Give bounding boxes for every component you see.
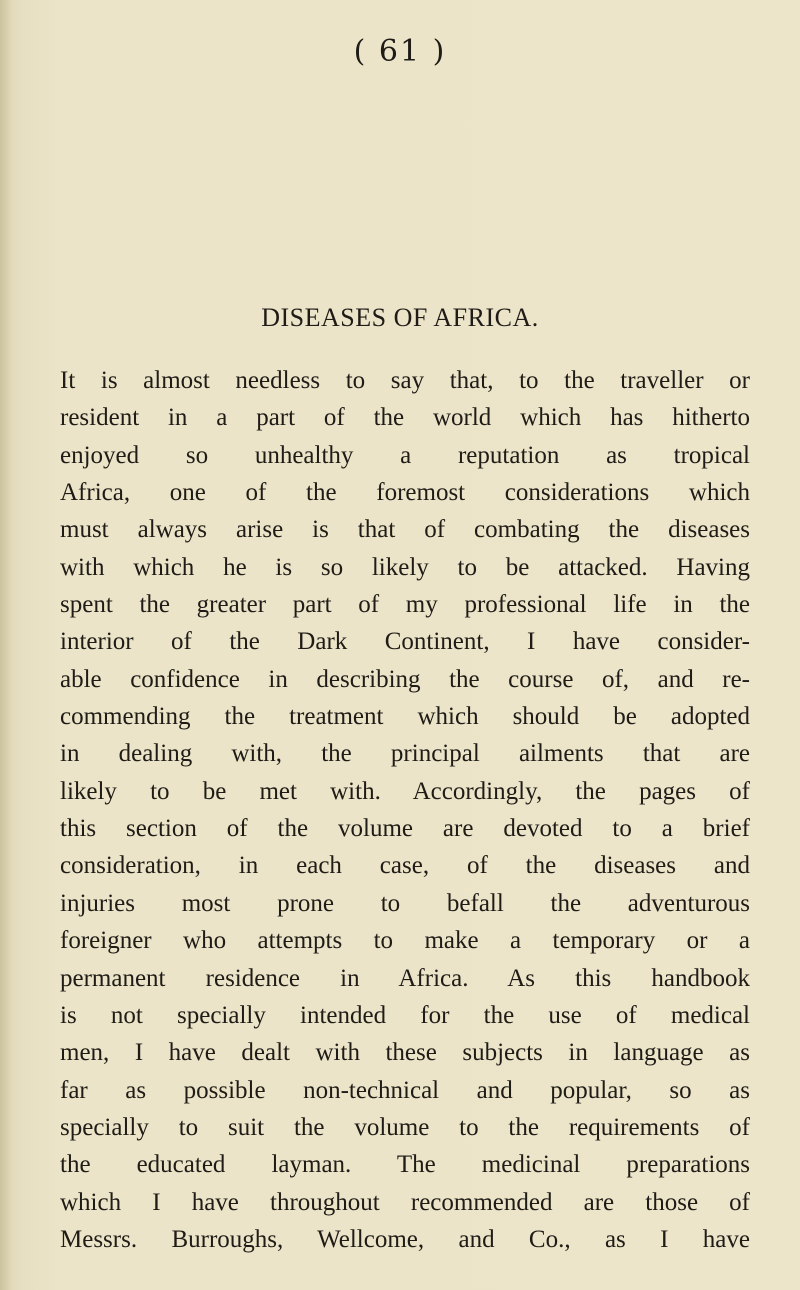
text-line: resident in a part of the world which has hitherto <box>60 404 750 432</box>
text-line: injuries most prone to befall the adventurous <box>60 889 750 917</box>
text-line: Africa, one of the foremost considerations which <box>60 479 750 507</box>
text-line: interior of the Dark Continent, I have consider- <box>60 628 750 656</box>
text-line: consideration, in each case, of the diseases and <box>60 852 750 880</box>
text-line: Messrs. Burroughs, Wellcome, and Co., as I have <box>60 1225 750 1253</box>
text-line: with which he is so likely to be attacked. Having <box>60 553 750 581</box>
text-line: this section of the volume are devoted to a brief <box>60 815 750 843</box>
body-paragraph <box>60 362 750 1258</box>
text-line: permanent residence in Africa. As this handbook <box>60 964 750 992</box>
text-line: the educated layman. The medicinal preparations <box>60 1151 750 1179</box>
text-line: in dealing with, the principal ailments that are <box>60 740 750 768</box>
text-line: which I have throughout recommended are those of <box>60 1188 750 1216</box>
text-line: spent the greater part of my professional life in the <box>60 591 750 619</box>
text-line: specially to suit the volume to the requirements of <box>60 1113 750 1141</box>
text-line: able confidence in describing the course of, and re- <box>60 665 750 693</box>
text-line: enjoyed so unhealthy a reputation as tropical <box>60 441 750 469</box>
text-line: commending the treatment which should be adopted <box>60 703 750 731</box>
page-gutter-shadow <box>0 0 12 1290</box>
text-line: It is almost needless to say that, to the traveller or <box>60 367 750 394</box>
text-line: likely to be met with. Accordingly, the pages of <box>60 777 750 805</box>
text-line: far as possible non-technical and popular, so as <box>60 1076 750 1104</box>
chapter-title: DISEASES OF AFRICA. <box>261 303 539 332</box>
text-line: must always arise is that of combating the diseases <box>60 516 750 544</box>
text-line: foreigner who attempts to make a temporary or a <box>60 927 750 955</box>
text-line: men, I have dealt with these subjects in language as <box>60 1039 750 1067</box>
text-line: is not specially intended for the use of medical <box>60 1001 750 1029</box>
page-number: ( 61 ) <box>353 34 447 69</box>
